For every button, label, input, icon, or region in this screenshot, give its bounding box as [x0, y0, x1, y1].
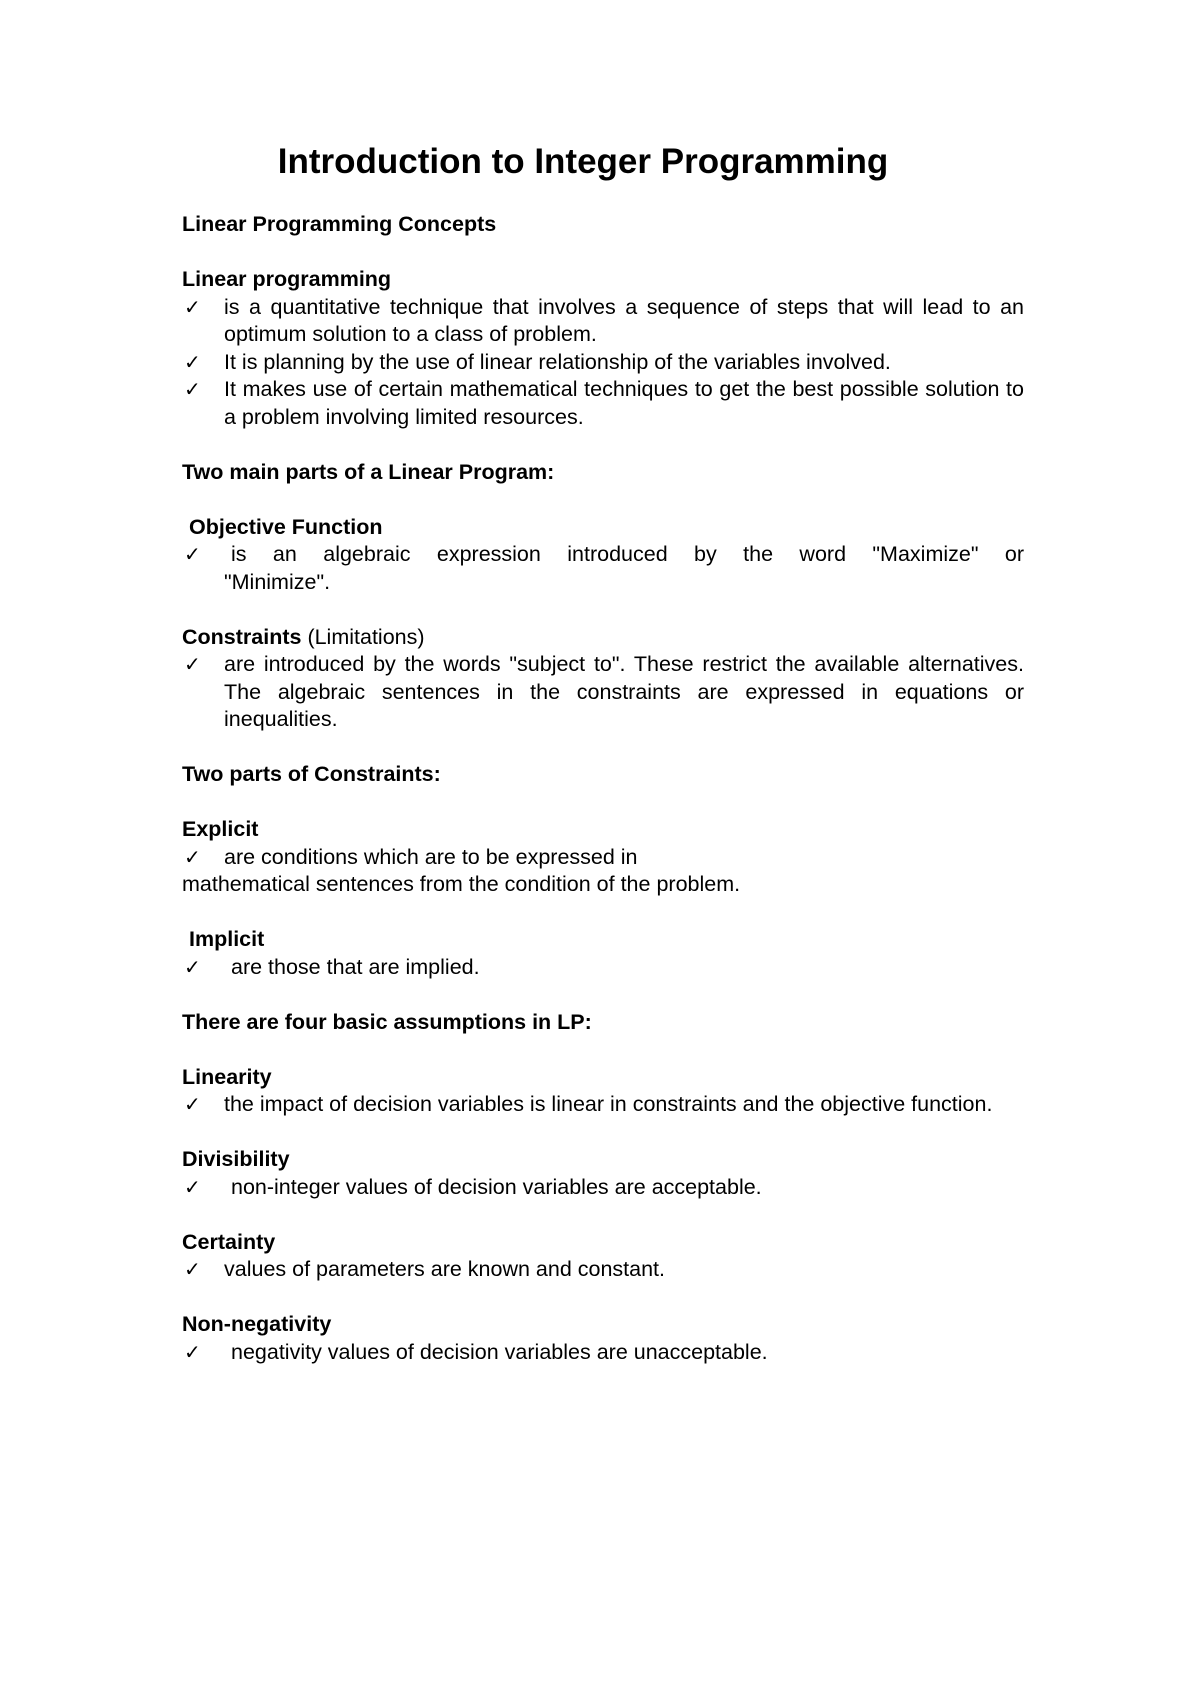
checkmark-icon: ✓	[184, 542, 201, 566]
list-item	[182, 294, 1024, 349]
divisibility-heading: Divisibility	[182, 1147, 290, 1171]
list-item	[182, 651, 1024, 734]
explicit-continuation: mathematical sentences from the condition of the problem.	[182, 872, 741, 896]
bullet-text: It is planning by the use of linear relationship of the variables involved.	[224, 349, 891, 374]
checkmark-icon: ✓	[184, 652, 201, 676]
checkmark-icon: ✓	[184, 349, 201, 374]
checkmark-icon: ✓	[184, 844, 201, 869]
bullet-text: negativity values of decision variables are unacceptable.	[231, 1339, 768, 1364]
bullet-text: non-integer values of decision variables are acceptable.	[231, 1174, 762, 1199]
list-item	[182, 1256, 1024, 1284]
linearity-heading: Linearity	[182, 1064, 272, 1089]
implicit-heading: Implicit	[189, 927, 265, 951]
lp-bullet-list	[182, 294, 1024, 432]
constraint-parts-heading: Two parts of Constraints:	[182, 762, 441, 786]
list-item	[182, 1174, 1024, 1202]
list-item	[182, 349, 1024, 377]
bullet-text: is a quantitative technique that involves a sequence of steps that will lead to an optimum solution to a class of problem.	[224, 294, 1024, 346]
objective-heading: Objective Function	[189, 514, 383, 539]
constraints-bullet-list	[182, 651, 1024, 734]
assumptions-heading: There are four basic assumptions in LP:	[182, 1009, 592, 1034]
bullet-text-line2: "Minimize".	[224, 569, 331, 594]
constraints-heading-label: Constraints	[182, 624, 302, 649]
checkmark-icon: ✓	[184, 294, 201, 319]
bullet-text: are those that are implied.	[231, 954, 480, 979]
objective-bullet-list	[182, 541, 1024, 596]
bullet-text: It makes use of certain mathematical techniques to get the best possible solution to a problem involving limited resources.	[224, 377, 1024, 429]
list-item	[182, 844, 1024, 872]
explicit-bullet-list	[182, 844, 1024, 872]
bullet-text: are conditions which are to be expressed in	[224, 844, 638, 869]
list-item	[182, 954, 1024, 982]
lp-heading: Linear programming	[182, 267, 392, 291]
constraints-heading-note: (Limitations)	[301, 624, 425, 649]
linearity-bullet-list	[182, 1091, 1024, 1119]
list-item	[182, 1339, 1024, 1367]
document-title: Introduction to Integer Programming	[277, 142, 889, 181]
divisibility-bullet-list	[182, 1174, 1024, 1202]
checkmark-icon: ✓	[184, 1339, 201, 1364]
section-heading-concepts: Linear Programming Concepts	[182, 212, 497, 236]
checkmark-icon: ✓	[184, 954, 201, 979]
certainty-heading: Certainty	[182, 1229, 276, 1254]
list-item	[182, 1091, 1024, 1119]
certainty-bullet-list	[182, 1256, 1024, 1284]
checkmark-icon: ✓	[184, 1092, 201, 1116]
bullet-text: the impact of decision variables is linear in constraints and the objective function.	[224, 1092, 993, 1116]
explicit-heading: Explicit	[182, 817, 259, 841]
list-item	[182, 541, 1024, 596]
two-parts-heading: Two main parts of a Linear Program:	[182, 459, 555, 484]
checkmark-icon: ✓	[184, 377, 201, 401]
non-negativity-heading: Non-negativity	[182, 1312, 332, 1336]
non-negativity-bullet-list	[182, 1339, 1024, 1367]
list-item	[182, 376, 1024, 431]
bullet-text: are introduced by the words "subject to". These restrict the available alternatives. The algebraic sentences in the constraints are expressed in equations or inequalities.	[224, 652, 1024, 731]
checkmark-icon: ✓	[184, 1257, 201, 1281]
document-content	[182, 140, 1024, 1366]
implicit-bullet-list	[182, 954, 1024, 982]
bullet-text: values of parameters are known and constant.	[224, 1257, 666, 1281]
checkmark-icon: ✓	[184, 1174, 201, 1199]
bullet-text-line1: is an algebraic expression introduced by the word "Maximize" or	[231, 542, 1024, 566]
constraints-heading	[182, 624, 1024, 652]
